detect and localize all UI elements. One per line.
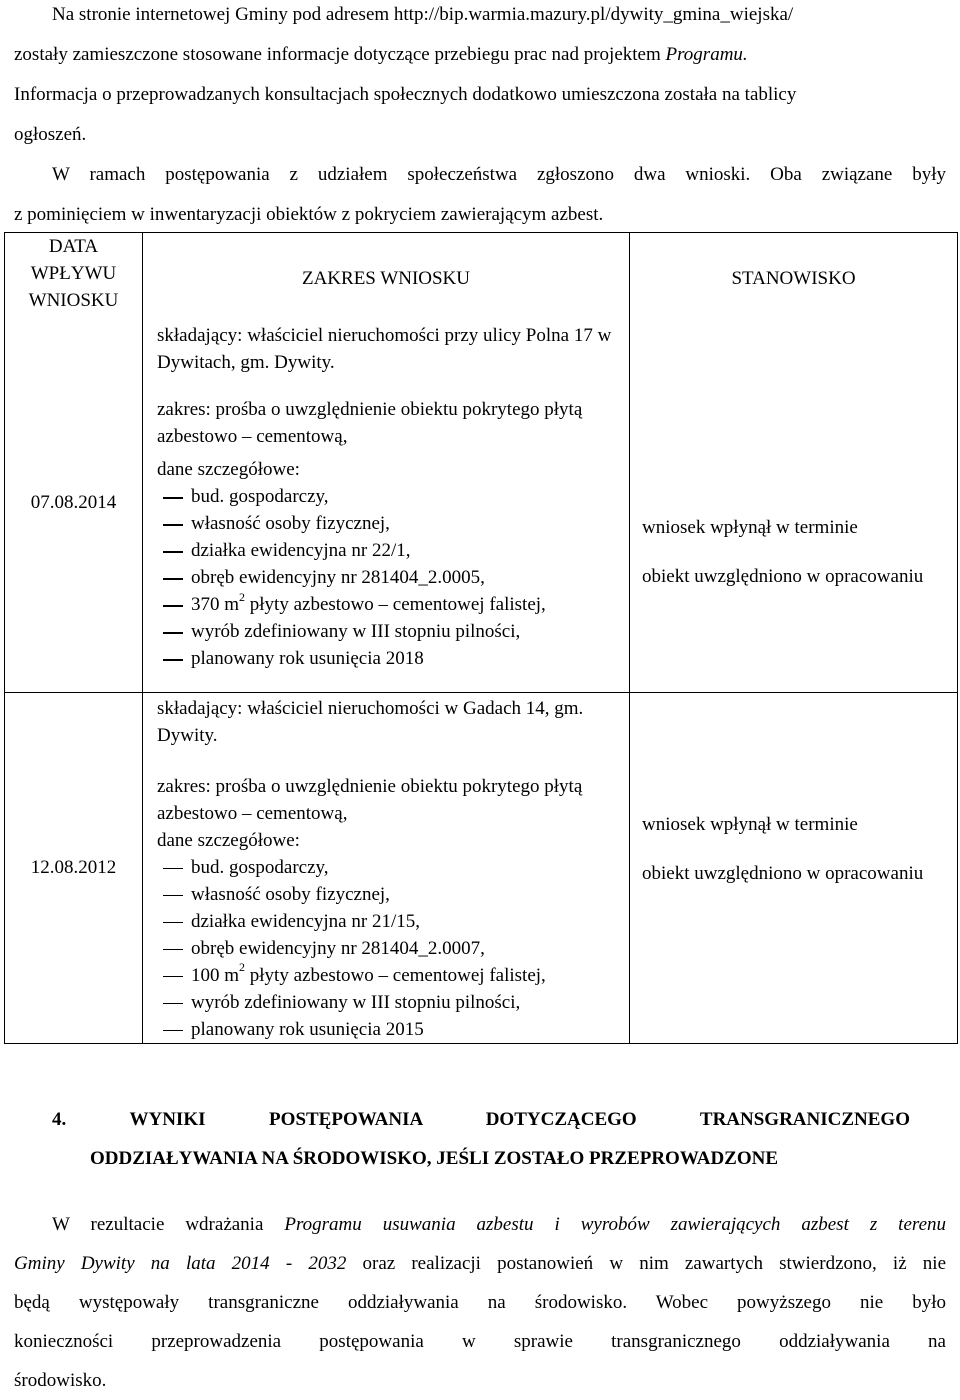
table-row — [5, 692, 958, 1043]
header-date: DATA WPŁYWU WNIOSKU — [5, 233, 143, 315]
row-2-scope — [143, 692, 630, 1043]
conclusion-line-5: środowisko. — [14, 1370, 107, 1391]
row-2-status-received: wniosek wpłynął w terminie — [642, 813, 858, 835]
row-1-status-received: wniosek wpłynął w terminie — [642, 517, 858, 538]
row-2-request: zakres: prośba o uwzględnienie obiektu pokrytego płytą azbestowo – cementową, — [157, 775, 583, 824]
list-item: własność osoby fizycznej, — [157, 510, 619, 537]
list-item: wyrób zdefiniowany w III stopniu pilności, — [157, 618, 619, 645]
list-item: 100 $m^2$ płyty azbestowo – cementowej falistej, — [157, 962, 619, 989]
row-1-request: zakres: prośba o uwzględnienie obiektu pokrytego płytą azbestowo – cementową, — [157, 399, 583, 447]
row-1-applicant: składający: właściciel nieruchomości przy ulicy Polna 17 w Dywitach, gm. Dywity. — [157, 325, 612, 373]
list-item: działka ewidencyjna nr 22/1, — [157, 537, 619, 564]
row-1-date: 07.08.2014 — [5, 314, 143, 692]
intro-line-2: zostały zamieszczone stosowane informacje dotyczące przebiegu prac nad projektem Programu. — [14, 44, 748, 65]
list-item: obręb ewidencyjny nr 281404_2.0005, — [157, 564, 619, 591]
row-1-status-included: obiekt uwzględniono w opracowaniu — [642, 566, 924, 587]
table-header-row — [5, 233, 958, 315]
section-4-title-line-2: ODDZIAŁYWANIA NA ŚRODOWISKO, JEŚLI ZOSTAŁO PRZEPROWADZONE — [90, 1148, 779, 1169]
conclusion-line-3: będą występowały transgraniczne oddziaływania na środowisko. Wobec powyższego nie było — [14, 1292, 946, 1313]
row-1-scope — [143, 314, 630, 692]
intro-line-5: W ramach postępowania z udziałem społeczeństwa zgłoszono dwa wnioski. Oba związane były — [52, 164, 946, 185]
list-item: działka ewidencyjna nr 21/15, — [157, 908, 619, 935]
list-item: planowany rok usunięcia 2018 — [157, 645, 619, 672]
conclusion-line-2: Gminy Dywity na lata 2014 - 2032 oraz realizacji postanowień w nim zawartych stwierdzono, iż nie — [14, 1253, 946, 1274]
applications-table — [4, 232, 958, 1044]
header-status: STANOWISKO — [630, 233, 958, 315]
header-scope: ZAKRES WNIOSKU — [143, 233, 630, 315]
intro-line-4: ogłoszeń. — [14, 124, 87, 145]
row-2-details-label: dane szczegółowe: — [157, 829, 300, 851]
list-item: bud. gospodarczy, — [157, 483, 619, 510]
table-row — [5, 314, 958, 692]
list-item: 370 $m^2$ płyty azbestowo – cementowej falistej, — [157, 591, 619, 618]
list-item: planowany rok usunięcia 2015 — [157, 1016, 619, 1043]
section-4-heading — [52, 1100, 910, 1178]
list-item: obręb ewidencyjny nr 281404_2.0007, — [157, 935, 619, 962]
intro-line-6: z pominięciem w inwentaryzacji obiektów z pokryciem zawierającym azbest. — [14, 204, 604, 225]
section-4-number: 4. — [52, 1109, 67, 1130]
list-item: bud. gospodarczy, — [157, 854, 619, 881]
intro-line-1: Na stronie internetowej Gminy pod adresem http://bip.warmia.mazury.pl/dywity_gmina_wiejska/ — [52, 4, 794, 25]
section-4-title-line-1: 4. WYNIKI POSTĘPOWANIA DOTYCZĄCEGO TRANSGRANICZNEGO — [52, 1109, 910, 1130]
conclusion-line-4: konieczności przeprowadzenia postępowania w sprawie transgranicznego oddziaływania na — [14, 1331, 946, 1352]
conclusion-line-1: W rezultacie wdrażania Programu usuwania azbestu i wyrobów zawierających azbest z terenu — [52, 1214, 946, 1235]
row-2-date: 12.08.2012 — [5, 692, 143, 1043]
list-item: wyrób zdefiniowany w III stopniu pilności, — [157, 989, 619, 1016]
list-item: własność osoby fizycznej, — [157, 881, 619, 908]
row-2-applicant: składający: właściciel nieruchomości w Gadach 14, gm. Dywity. — [157, 697, 584, 746]
intro-line-3: Informacja o przeprowadzanych konsultacjach społecznych dodatkowo umieszczona została na tablicy — [14, 84, 797, 105]
row-1-details-label: dane szczegółowe: — [157, 459, 300, 480]
row-2-status — [630, 692, 958, 1043]
row-1-status — [630, 314, 958, 692]
row-2-status-included: obiekt uwzględniono w opracowaniu — [642, 862, 924, 884]
